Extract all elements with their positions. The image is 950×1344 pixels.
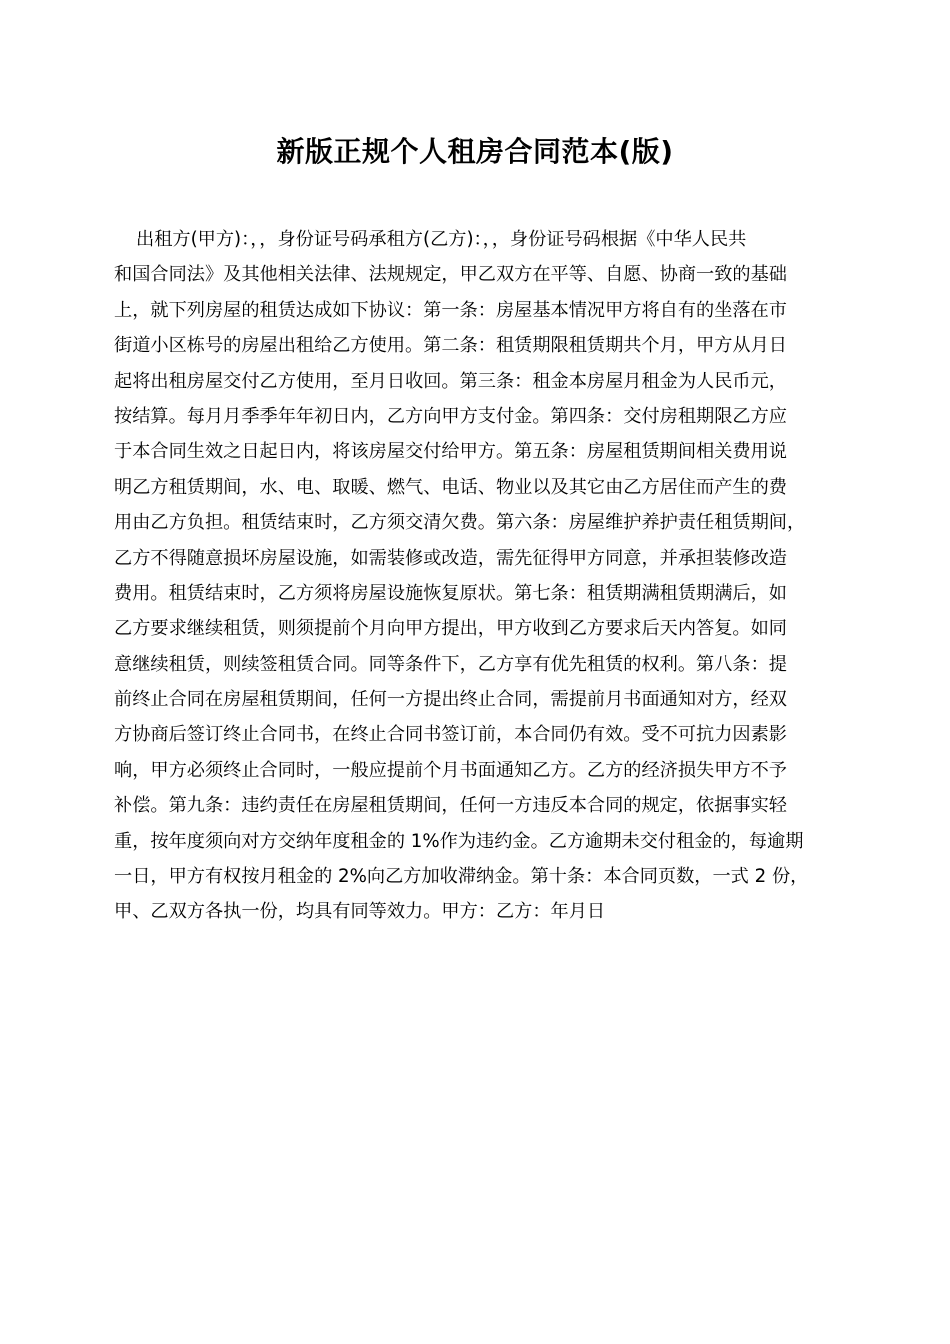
body-line: 意继续租赁，则续签租赁合同。同等条件下，乙方享有优先租赁的权利。第八条：提 bbox=[114, 653, 787, 675]
body-line: 响，甲方必须终止合同时，一般应提前个月书面通知乙方。乙方的经济损失甲方不予 bbox=[114, 759, 787, 781]
body-line: 前终止合同在房屋租赁期间，任何一方提出终止合同，需提前月书面通知对方，经双 bbox=[114, 689, 787, 711]
body-line: 甲、乙双方各执一份，均具有同等效力。甲方：乙方：年月日 bbox=[114, 901, 606, 923]
body-line: 用由乙方负担。租赁结束时，乙方须交清欠费。第六条：房屋维护养护责任租赁期间， bbox=[114, 512, 806, 534]
body-line: 重，按年度须向对方交纳年度租金的 1%作为违约金。乙方逾期未交付租金的，每逾期 bbox=[114, 830, 804, 852]
body-line: 于本合同生效之日起日内，将该房屋交付给甲方。第五条：房屋租赁期间相关费用说 bbox=[114, 441, 787, 463]
contract-body bbox=[114, 222, 854, 930]
body-line: 明乙方租赁期间，水、电、取暖、燃气、电话、物业以及其它由乙方居住而产生的费 bbox=[114, 476, 787, 498]
body-line: 乙方不得随意损坏房屋设施，如需装修或改造，需先征得甲方同意，并承担装修改造 bbox=[114, 547, 787, 569]
body-line: 上，就下列房屋的租赁达成如下协议：第一条：房屋基本情况甲方将自有的坐落在市 bbox=[114, 299, 787, 321]
body-line: 一日，甲方有权按月租金的 2%向乙方加收滞纳金。第十条：本合同页数，一式 2 份， bbox=[114, 866, 809, 888]
body-line: 街道小区栋号的房屋出租给乙方使用。第二条：租赁期限租赁期共个月，甲方从月日 bbox=[114, 335, 787, 357]
body-line: 费用。租赁结束时，乙方须将房屋设施恢复原状。第七条：租赁期满租赁期满后，如 bbox=[114, 582, 787, 604]
body-line: 乙方要求继续租赁，则须提前个月向甲方提出，甲方收到乙方要求后天内答复。如同 bbox=[114, 618, 787, 640]
body-line: 出租方(甲方)：，，身份证号码承租方(乙方)：，，身份证号码根据《中华人民共 bbox=[136, 229, 747, 250]
body-line: 按结算。每月月季季年年初日内，乙方向甲方支付金。第四条：交付房租期限乙方应 bbox=[114, 405, 787, 427]
body-line: 补偿。第九条：违约责任在房屋租赁期间，任何一方违反本合同的规定，依据事实轻 bbox=[114, 795, 787, 817]
body-line: 方协商后签订终止合同书，在终止合同书签订前，本合同仍有效。受不可抗力因素影 bbox=[114, 724, 787, 746]
body-line: 和国合同法》及其他相关法律、法规规定，甲乙双方在平等、自愿、协商一致的基础 bbox=[114, 264, 787, 286]
body-line: 起将出租房屋交付乙方使用，至月日收回。第三条：租金本房屋月租金为人民币元， bbox=[114, 370, 787, 392]
document-title: 新版正规个人租房合同范本(版) bbox=[276, 135, 674, 168]
